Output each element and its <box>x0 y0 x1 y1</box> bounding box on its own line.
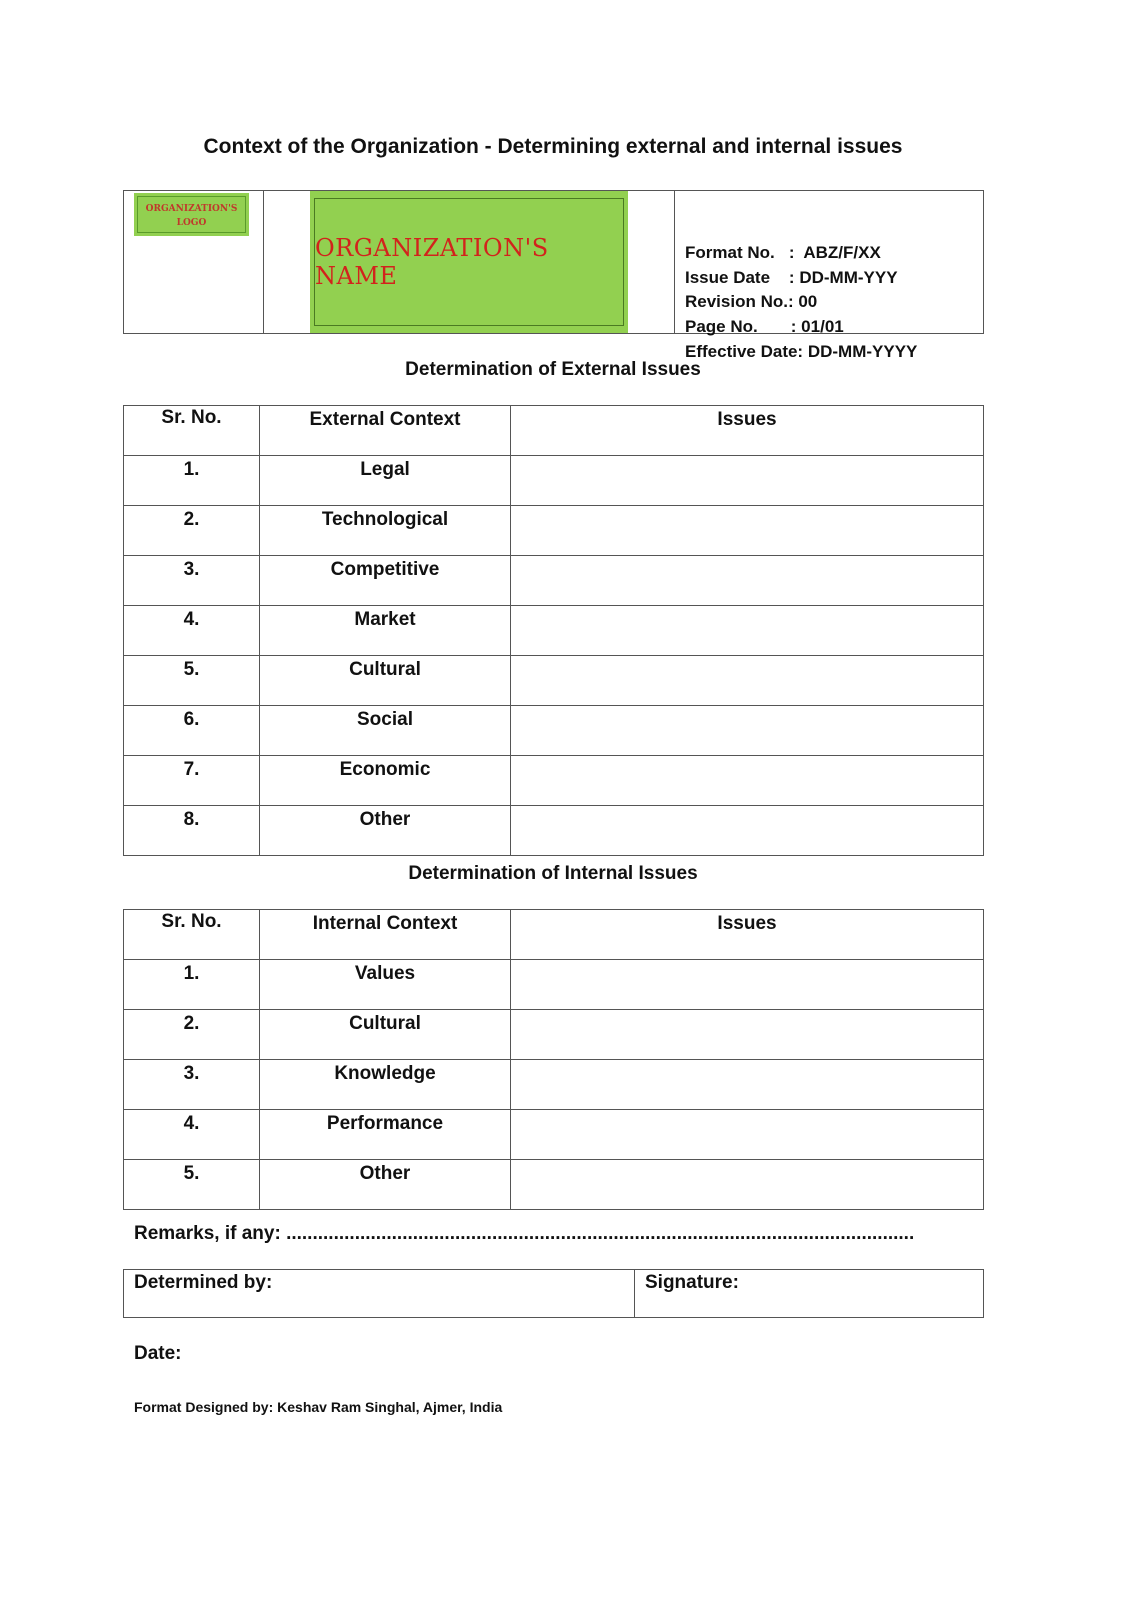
issues-cell[interactable] <box>511 1110 984 1160</box>
issues-cell[interactable] <box>511 556 984 606</box>
sr-no-cell: 3. <box>124 1060 260 1110</box>
sr-no-cell: 4. <box>124 1110 260 1160</box>
header-issues: Issues <box>511 406 984 456</box>
issues-cell[interactable] <box>511 1160 984 1210</box>
context-cell: Knowledge <box>260 1060 511 1110</box>
internal-heading: Determination of Internal Issues <box>408 863 698 884</box>
issues-cell[interactable] <box>511 1010 984 1060</box>
footer-credit: Format Designed by: Keshav Ram Singhal, Ajmer, India <box>134 1399 503 1415</box>
table-row <box>124 1110 984 1160</box>
external-heading: Determination of External Issues <box>405 359 701 380</box>
context-cell: Technological <box>260 506 511 556</box>
table-row <box>124 606 984 656</box>
context-cell: Cultural <box>260 656 511 706</box>
context-cell: Cultural <box>260 1010 511 1060</box>
issues-cell[interactable] <box>511 656 984 706</box>
table-row <box>124 960 984 1010</box>
sr-no-cell: 1. <box>124 960 260 1010</box>
table-header-row <box>124 406 984 456</box>
sr-no-cell: 1. <box>124 456 260 506</box>
page-title: Context of the Organization - Determining external and internal issues <box>203 135 903 158</box>
remarks-line[interactable]: Remarks, if any: ....................................................................................................................... <box>134 1223 915 1244</box>
table-row <box>124 656 984 706</box>
table-row <box>124 456 984 506</box>
determined-by-label[interactable]: Determined by: <box>134 1272 273 1293</box>
issues-cell[interactable] <box>511 1060 984 1110</box>
determined-signature-box <box>123 1269 984 1318</box>
issues-cell[interactable] <box>511 456 984 506</box>
sr-no-cell: 6. <box>124 706 260 756</box>
header-issues: Issues <box>511 910 984 960</box>
context-cell: Competitive <box>260 556 511 606</box>
sr-no-cell: 5. <box>124 656 260 706</box>
context-cell: Values <box>260 960 511 1010</box>
organization-name: ORGANIZATION'S NAME <box>310 191 628 333</box>
context-cell: Performance <box>260 1110 511 1160</box>
sr-no-cell: 3. <box>124 556 260 606</box>
header-sr-no: Sr. No. <box>124 406 260 456</box>
table-row <box>124 1060 984 1110</box>
table-row <box>124 506 984 556</box>
issues-cell[interactable] <box>511 506 984 556</box>
issues-cell[interactable] <box>511 960 984 1010</box>
table-row <box>124 706 984 756</box>
table-row <box>124 556 984 606</box>
table-row <box>124 806 984 856</box>
issues-cell[interactable] <box>511 806 984 856</box>
sr-no-cell: 2. <box>124 1010 260 1060</box>
issues-cell[interactable] <box>511 706 984 756</box>
table-row <box>124 1160 984 1210</box>
sr-no-cell: 2. <box>124 506 260 556</box>
table-row <box>124 756 984 806</box>
context-cell: Other <box>260 1160 511 1210</box>
signature-label[interactable]: Signature: <box>645 1272 739 1293</box>
table-row <box>124 1010 984 1060</box>
header-context: Internal Context <box>260 910 511 960</box>
header-box <box>123 190 984 361</box>
context-cell: Economic <box>260 756 511 806</box>
header-sr-no: Sr. No. <box>124 910 260 960</box>
sr-no-cell: 7. <box>124 756 260 806</box>
external-issues-table <box>123 405 984 856</box>
internal-issues-table <box>123 909 984 1210</box>
format-meta: Format No. : ABZ/F/XX Issue Date : DD-MM-YYY Revision No.: 00 Page No. : 01/01 Effective Date: DD-MM-YYYY <box>685 243 918 361</box>
table-header-row <box>124 910 984 960</box>
context-cell: Other <box>260 806 511 856</box>
sr-no-cell: 5. <box>124 1160 260 1210</box>
date-label[interactable]: Date: <box>134 1343 182 1364</box>
sr-no-cell: 4. <box>124 606 260 656</box>
issues-cell[interactable] <box>511 606 984 656</box>
header-context: External Context <box>260 406 511 456</box>
context-cell: Market <box>260 606 511 656</box>
sr-no-cell: 8. <box>124 806 260 856</box>
context-cell: Legal <box>260 456 511 506</box>
context-cell: Social <box>260 706 511 756</box>
issues-cell[interactable] <box>511 756 984 806</box>
organization-logo: ORGANIZATION'S LOGO <box>134 193 249 236</box>
